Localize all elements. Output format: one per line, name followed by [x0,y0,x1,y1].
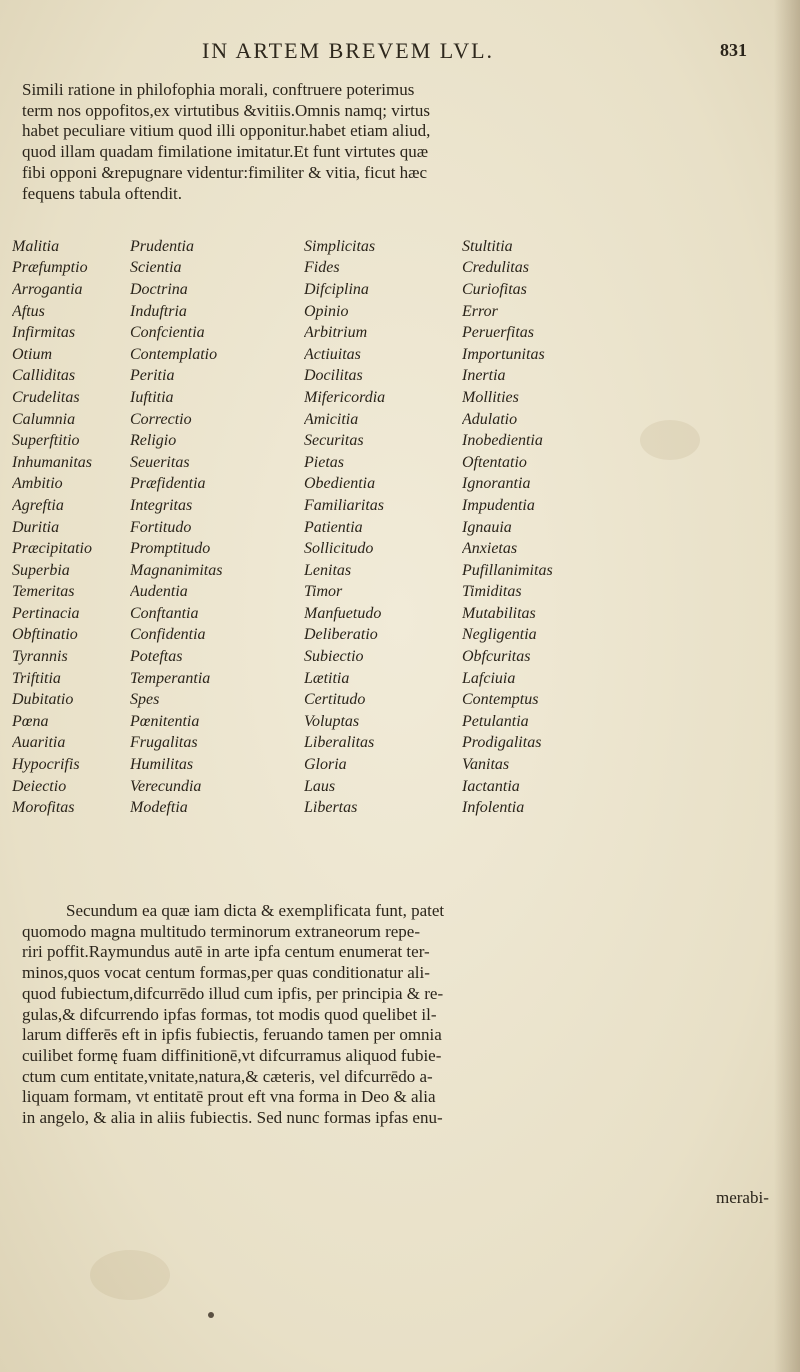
table-cell: Timiditas [462,583,522,601]
table-cell: Iactantia [462,777,520,795]
table-cell: Mutabilitas [462,604,536,622]
table-cell: Patientia [304,518,363,536]
table-cell: Aftus [12,302,45,320]
table-cell: Arrogantia [12,280,83,298]
table-cell: Impudentia [462,496,535,514]
table-cell: Infirmitas [12,324,76,342]
text-line: habet peculiare vitium quod illi opponitur.habet etiam aliud, [22,121,431,141]
table-cell: Præfumptio [12,259,88,277]
table-cell: Obedientia [304,475,376,493]
table-cell: Deliberatio [304,626,378,644]
table-row [12,279,788,301]
table-cell: Liberalitas [304,734,375,752]
table-cell: Ignauia [462,518,512,536]
table-cell: Vanitas [462,756,510,774]
table-cell: Confidentia [130,626,206,644]
table-cell: Præfidentia [130,475,206,493]
table-cell: Voluptas [304,712,360,730]
table-cell: Pertinacia [12,604,80,622]
page-number: 831 [720,40,747,60]
table-row [12,538,788,560]
table-cell: Temeritas [12,583,75,601]
table-cell: Iuftitia [130,388,174,406]
text-line: quod fubiectum,difcurrēdo illud cum ipfis, per principia & re- [22,983,444,1003]
table-cell: Poteftas [130,648,183,666]
table-row [12,409,788,431]
table-cell: Contemptus [462,691,539,709]
table-row [12,387,788,409]
text-line: in angelo, & alia in aliis fubiectis. Sed nunc formas ipfas enu- [22,1108,443,1128]
table-cell: Conftantia [130,604,199,622]
table-cell: Inertia [462,367,506,385]
table-cell: Calumnia [12,410,76,428]
table-row [12,603,788,625]
table-row [12,495,788,517]
table-cell: Seueritas [130,453,190,471]
table-cell: Deiectio [12,777,67,795]
table-row [12,301,788,323]
table-cell: Modeftia [130,799,188,817]
table-cell: Peruerfitas [462,324,534,342]
table-row [12,689,788,711]
table-cell: Obfcuritas [462,648,531,666]
table-cell: Gloria [304,756,347,774]
table-cell: Stultitia [462,237,513,255]
table-row [12,582,788,604]
intro-paragraph [22,80,784,204]
table-row [12,625,788,647]
table-cell: Credulitas [462,259,529,277]
table-row [12,560,788,582]
table-row [12,517,788,539]
text-line: riri poffit.Raymundus autē in arte ipfa centum enumerat ter- [22,942,430,962]
table-cell: Verecundia [130,777,202,795]
text-line: minos,quos vocat centum formas,per quas conditionatur ali- [22,963,430,983]
table-cell: Confcientia [130,324,205,342]
table-cell: Spes [130,691,160,709]
table-cell: Induftria [130,302,187,320]
text-line: larum differēs eft in ipfis fubiectis, feruando tamen per omnia [22,1025,442,1045]
table-row [12,754,788,776]
table-cell: Timor [304,583,343,601]
table-cell: Pietas [304,453,344,471]
table-cell: Ignorantia [462,475,531,493]
table-cell: Dubitatio [12,691,74,709]
table-cell: Importunitas [462,345,545,363]
text-line: cuilibet formę fuam diffinitionē,vt difcurramus aliquod fubie- [22,1045,442,1065]
table-cell: Magnanimitas [130,561,223,579]
table-cell: Crudelitas [12,388,80,406]
table-row [12,646,788,668]
table-cell: Pœnitentia [130,712,200,730]
table-row [12,258,788,280]
table-cell: Familiaritas [304,496,385,514]
table-cell: Duritia [12,518,60,536]
table-row [12,474,788,496]
table-cell: Certitudo [304,691,366,709]
table-cell: Religio [130,432,177,450]
table-cell: Agreftia [12,496,64,514]
table-cell: Otium [12,345,52,363]
table-cell: Scientia [130,259,182,277]
table-cell: Prodigalitas [462,734,542,752]
ink-dot [208,1312,214,1318]
table-cell: Prudentia [130,237,194,255]
table-row [12,344,788,366]
table-cell: Fides [304,259,340,277]
table-row [12,668,788,690]
table-cell: Inobedientia [462,432,543,450]
text-line: Simili ratione in philofophia morali, conftruere poterimus [22,80,415,99]
table-cell: Audentia [130,583,188,601]
table-cell: Doctrina [130,280,188,298]
table-cell: Lafciuia [462,669,516,687]
text-line: gulas,& difcurrendo ipfas formas, tot modis quod quelibet il- [22,1004,437,1024]
text-line: quod illam quadam fimilatione imitatur.Et funt virtutes quæ [22,142,429,162]
table-cell: Libertas [304,799,358,817]
table-row [12,776,788,798]
table-cell: Opinio [304,302,349,320]
table-row [12,733,788,755]
virtues-vices-table [12,236,788,819]
table-cell: Curiofitas [462,280,527,298]
table-cell: Anxietas [462,540,518,558]
text-line: quomodo magna multitudo terminorum extraneorum repe- [22,921,420,941]
table-cell: Ambitio [12,475,63,493]
table-cell: Obftinatio [12,626,78,644]
table-cell: Pœna [12,712,49,730]
table-cell: Docilitas [304,367,363,385]
table-row [12,797,788,819]
table-cell: Petulantia [462,712,529,730]
table-cell: Subiectio [304,648,364,666]
table-cell: Contemplatio [130,345,218,363]
table-cell: Simplicitas [304,237,376,255]
table-cell: Superbia [12,561,70,579]
catchword: merabi- [716,1188,769,1207]
table-cell: Triftitia [12,669,61,687]
table-cell: Adulatio [462,410,518,428]
closing-paragraph [22,901,784,1129]
table-cell: Infolentia [462,799,525,817]
running-title: IN ARTEM BREVEM LVL. [201,38,495,63]
table-cell: Malitia [12,237,60,255]
text-line: Secundum ea quæ iam dicta & exemplificata funt, patet [66,901,445,920]
table-cell: Error [462,302,498,320]
table-cell: Morofitas [12,799,75,817]
table-cell: Auaritia [12,734,66,752]
paper-stain [90,1250,170,1300]
table-cell: Lenitas [304,561,352,579]
table-cell: Frugalitas [130,734,198,752]
table-cell: Temperantia [130,669,211,687]
table-cell: Securitas [304,432,364,450]
table-row [12,366,788,388]
table-cell: Peritia [130,367,175,385]
table-cell: Lætitia [304,669,350,687]
table-row [12,322,788,344]
table-cell: Promptitudo [130,540,211,558]
text-line: fibi opponi &repugnare videntur:fimiliter & vitia, ficut hæc [22,162,428,182]
text-line: liquam formam, vt entitatē prout eft vna forma in Deo & alia [22,1087,436,1107]
table-cell: Negligentia [462,626,537,644]
running-header [0,38,800,68]
table-cell: Mifericordia [304,388,386,406]
table-cell: Calliditas [12,367,76,385]
table-cell: Mollities [462,388,519,406]
table-cell: Laus [304,777,336,795]
table-cell: Pufillanimitas [462,561,553,579]
text-line: term nos oppofitos,ex virtutibus &vitiis.Omnis namq; virtus [22,100,430,120]
table-row [12,236,788,258]
table-cell: Manfuetudo [304,604,382,622]
table-row [12,711,788,733]
table-cell: Sollicitudo [304,540,374,558]
table-cell: Actiuitas [304,345,361,363]
table-cell: Præcipitatio [12,540,92,558]
table-cell: Fortitudo [130,518,192,536]
table-row [12,430,788,452]
table-cell: Integritas [130,496,193,514]
table-row [12,452,788,474]
table-cell: Humilitas [130,756,194,774]
table-cell: Inhumanitas [12,453,92,471]
table-cell: Amicitia [304,410,359,428]
table-cell: Difciplina [304,280,369,298]
table-cell: Arbitrium [304,324,368,342]
table-cell: Superftitio [12,432,80,450]
text-line: fequens tabula oftendit. [22,183,183,203]
text-line: ctum cum entitate,vnitate,natura,& cæteris, vel difcurrēdo a- [22,1066,433,1086]
table-cell: Hypocrifis [12,756,80,774]
table-cell: Tyrannis [12,648,68,666]
table-cell: Oftentatio [462,453,527,471]
table-cell: Correctio [130,410,192,428]
